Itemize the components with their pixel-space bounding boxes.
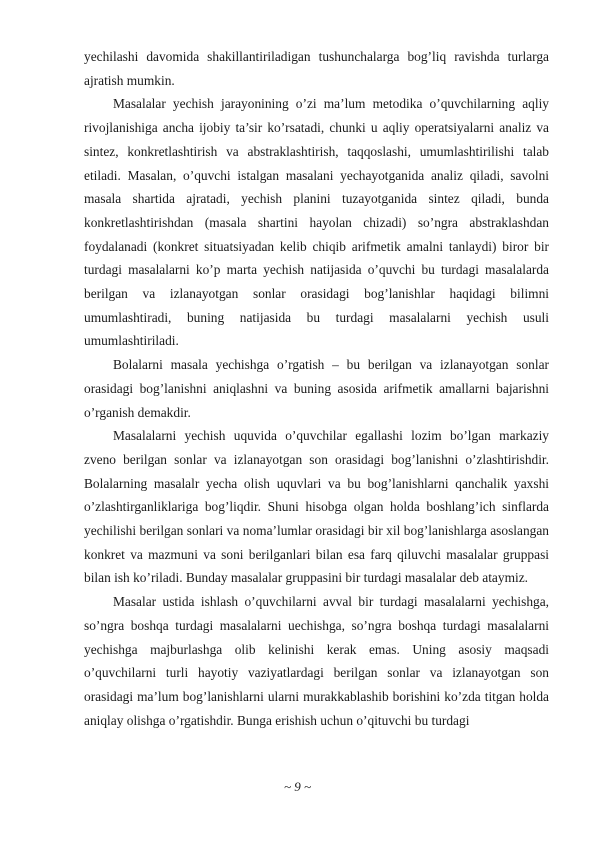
paragraph-continuation: yechilashi davomida shakillantiriladigan tushunchalarga bog’liq ravishda turlarga ajratish mumkin.: [84, 49, 549, 88]
page-number: ~ 9 ~: [283, 779, 312, 794]
paragraph: Masalar ustida ishlash o’quvchilarni avval bir turdagi masalalarni yechishga, so’ngra boshqa turdagi masalalarni uechishga, so’ngra boshqa turdagi masalalarni yechishga majburlashga olib kelinishi kerak emas. Uning asosiy maqsadi o’quvchilarni turli hayotiy vaziyatlardagi berilgan sonlar va izlanayotgan son orasidagi ma’lum bog’lanishlarni ularni murakkablashib borishini ko’zda titgan holda aniqlay olishga o’rgatishdir. Bunga erishish uchun o’qituvchi bu turdagi: [84, 594, 549, 728]
paragraph: Masalalar yechish jarayonining o’zi ma’lum metodika o’quvchilarning aqliy rivojlanishiga ancha ijobiy ta’sir ko’rsatadi, chunki u aqliy operatsiyalarni analiz va sintez, konkretlashtirish va abstraklashtirish, taqqoslashi, umumlashtirilishi talab etiladi. Masalan, o’quvchi istalgan masalani yechayotganida analiz qiladi, savolni masala shartida ajratadi, yechish planini tuzayotganida sintez qiladi, bunda konkretlashtirishdan (masala shartini hayolan chizadi) so’ngra abstraklashdan foydalanadi (konkret situatsiyadan kelib chiqib arifmetik amalni tanlaydi) biror bir turdagi masalalarni ko’p marta yechish natijasida o’quvchi bu turdagi masalalarda berilgan va izlanayotgan sonlar orasidagi bog’lanishlar haqidagi bilimni umumlashtiradi, buning natijasida bu turdagi masalalarni yechish usuli umumlashtiriladi.: [84, 96, 549, 349]
paragraph: Masalalarni yechish uquvida o’quvchilar egallashi lozim bo’lgan markaziy zveno berilgan sonlar va izlanayotgan son orasidagi bog’lanishni o’zlashtirishdir. Bolalarning masalalr yecha olish uquvlari va bu bog’lanishlarni qanchalik yaxshi o’zlashtirganliklariga bog’liqdir. Shuni hisobga olgan holda boshlang’ich sinflarda yechilishi berilgan sonlari va noma’lumlar orasidagi bir xil bog’lanishlarga asoslangan konkret va mazmuni va soni berilganlari bilan esa farq qiluvchi masalalar gruppasi bilan ish ko’riladi. Bunday masalalar gruppasini bir turdagi masalalar deb ataymiz.: [84, 428, 549, 586]
paragraph: Bolalarni masala yechishga o’rgatish – bu berilgan va izlanayotgan sonlar orasidagi bog’lanishni aniqlashni va buning asosida arifmetik amallarni bajarishni o’rganish demakdir.: [84, 357, 549, 420]
body-text: [84, 45, 549, 732]
